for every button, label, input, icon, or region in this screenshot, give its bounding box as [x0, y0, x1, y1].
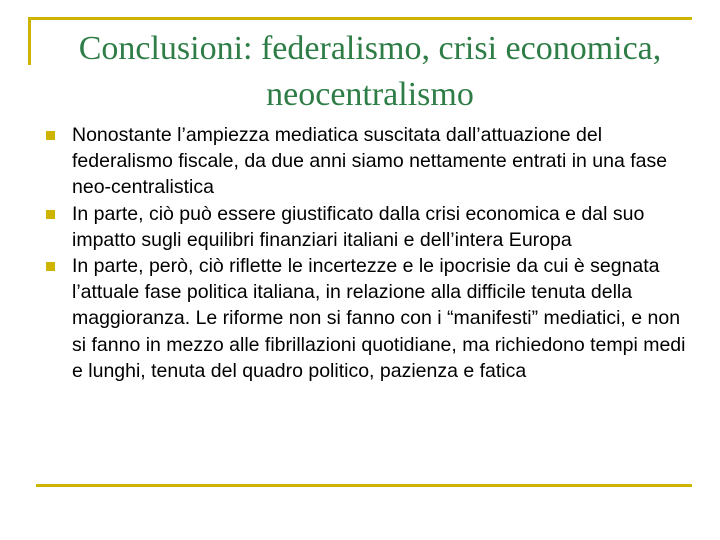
bullet-text: Nonostante l’ampiezza mediatica suscitata dall’attuazione del federalismo fiscale, da due anni siamo nettamente entrati in una fase neo-centralistica: [72, 124, 668, 199]
bullet-text: In parte, ciò può essere giustificato dalla crisi economica e dal suo impatto sugli equilibri finanziari italiani e dell’intera Europa: [72, 202, 645, 251]
square-bullet-icon: [46, 210, 55, 219]
bullet-item: [46, 201, 686, 253]
frame-left-rule: [28, 17, 31, 65]
bullet-text: In parte, però, ciò riflette le incertezze e le ipocrisie da cui è segnata l’attuale fase politica italiana, in relazione alla difficile tenuta della maggioranza. Le riforme non si fanno con i “manifesti” mediatici, e non si fanno in mezzo alle fibrillazioni quotidiane, ma richiedono tempi medi e lunghi, tenuta del quadro politico, pazienza e fatica: [72, 255, 686, 382]
frame-top-rule: [28, 17, 692, 20]
frame-bottom-rule: [36, 484, 692, 487]
square-bullet-icon: [46, 262, 55, 271]
slide-title: Conclusioni: federalismo, crisi economica, neocentralismo: [78, 30, 662, 113]
bullet-item: [46, 253, 686, 384]
square-bullet-icon: [46, 131, 55, 140]
bullet-item: [46, 122, 686, 201]
bullet-list: [46, 122, 686, 384]
